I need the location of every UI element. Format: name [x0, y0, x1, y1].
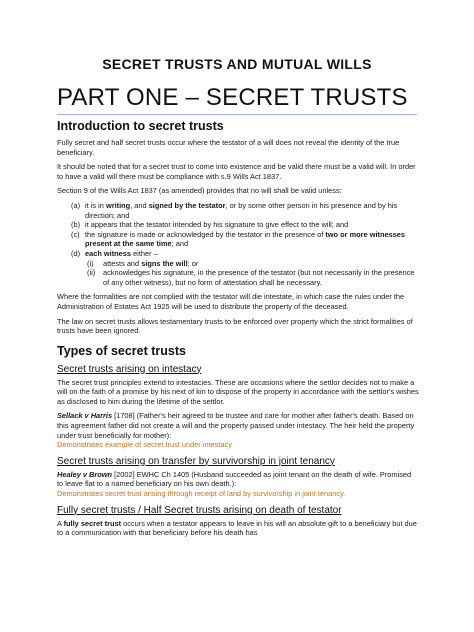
list-marker: (i)	[87, 258, 94, 268]
fully-secret-trust-paragraph: A fully secret trust occurs when a testator appears to leave in his will an absolute gift to a beneficiary but due to a communication with that beneficiary before his death has	[57, 518, 417, 538]
case-example-note: Demonstrates example of secret trust under intestacy	[57, 440, 232, 450]
list-marker: (b)	[71, 220, 81, 230]
intro-heading: Introduction to secret trusts	[57, 119, 224, 133]
types-heading: Types of secret trusts	[57, 343, 186, 358]
list-item: (c) the signature is made or acknowledged by the testator in the presence of two or more witnesses present at the same time; and	[71, 229, 406, 249]
intestacy-subheading: Secret trusts arising on intestacy	[57, 363, 202, 375]
intestacy-paragraph: The secret trust principles extend to intestacies. These are occasions where the settlor decides not to make a will on the faith of a promise by his next of kin to dispose of the property in accordance with the settlor's wishes as disclosed to him during the lifetime of the settlor.	[57, 377, 419, 406]
intro-paragraph-5: The law on secret trusts allows testamentary trusts to be enforced over property which the strict formalities of trusts have been ignored.	[57, 316, 413, 336]
list-item: (ii) acknowledges his signature, in the presence of the testator (but not necessarily in the presence of any other witness), but no form of attestation shall be necessary.	[87, 268, 415, 287]
document-title: SECRET TRUSTS AND MUTUAL WILLS	[102, 56, 372, 72]
list-item: (d) each witness either –	[71, 248, 158, 258]
case-sellack-v-harris: Sellack v Harris [1708] (Father's heir agreed to be trustee and care for mother after father's death. Based on this agreement father did not create a will and the property passed under intestacy. The heir held the property under trust beneficially for mother): Demonstrates example of secret trust under intestacy	[57, 411, 415, 450]
case-name: Healey v Brown	[57, 469, 113, 479]
intro-paragraph-3: Section 9 of the Wills Act 1837 (as amended) provides that no will shall be valid unless:	[57, 186, 342, 196]
intro-paragraph-1: Fully secret and half secret trusts occur where the testator of a will does not reveal the identity of the true beneficiary.	[57, 138, 400, 157]
case-name: Sellack v Harris	[57, 411, 113, 421]
list-item: (i) attests and signs the will; or	[87, 258, 199, 268]
list-marker: (ii)	[87, 268, 96, 278]
heading-rule	[57, 114, 417, 115]
list-marker: (d)	[71, 248, 81, 258]
document-body	[57, 119, 419, 543]
death-subheading: Fully secret trusts / Half Secret trusts arising on death of testator	[57, 504, 342, 516]
case-healey-v-brown: Healey v Brown [2002] EWHC Ch 1405 (Husband succeeded as joint tenant on the death of wife. Promised to leave flat to a named beneficiary on his own death.): Demonstrates secret trust arising through receipt of land by survivorship in joint tenancy.	[57, 469, 412, 499]
part-title: PART ONE – SECRET TRUSTS	[57, 84, 408, 111]
intro-paragraph-4: Where the formalities are not complied with the testator will die intestate, in which case the rules under the Administration of Estates Act 1925 will be used to distribute the property of the deceased.	[57, 292, 405, 311]
intro-paragraph-2: It should be noted that for a secret trust to come into existence and be valid there must be a valid will. In order to have a valid will there must be compliance with s.9 Wills Act 1837.	[57, 162, 416, 181]
list-marker: (c)	[71, 229, 80, 239]
list-item: (b) it appears that the testator intended by his signature to give effect to the will; and	[71, 220, 349, 230]
wills-act-conditions-list	[57, 201, 419, 287]
list-marker: (a)	[71, 200, 81, 210]
case-example-note: Demonstrates secret trust arising through receipt of land by survivorship in joint tenancy.	[57, 489, 346, 499]
survivorship-subheading: Secret trusts arising on transfer by survivorship in joint tenancy	[57, 455, 335, 467]
list-item: (a) it is in writing, and signed by the testator, or by some other person in his presence and by his direction; and	[71, 200, 398, 220]
